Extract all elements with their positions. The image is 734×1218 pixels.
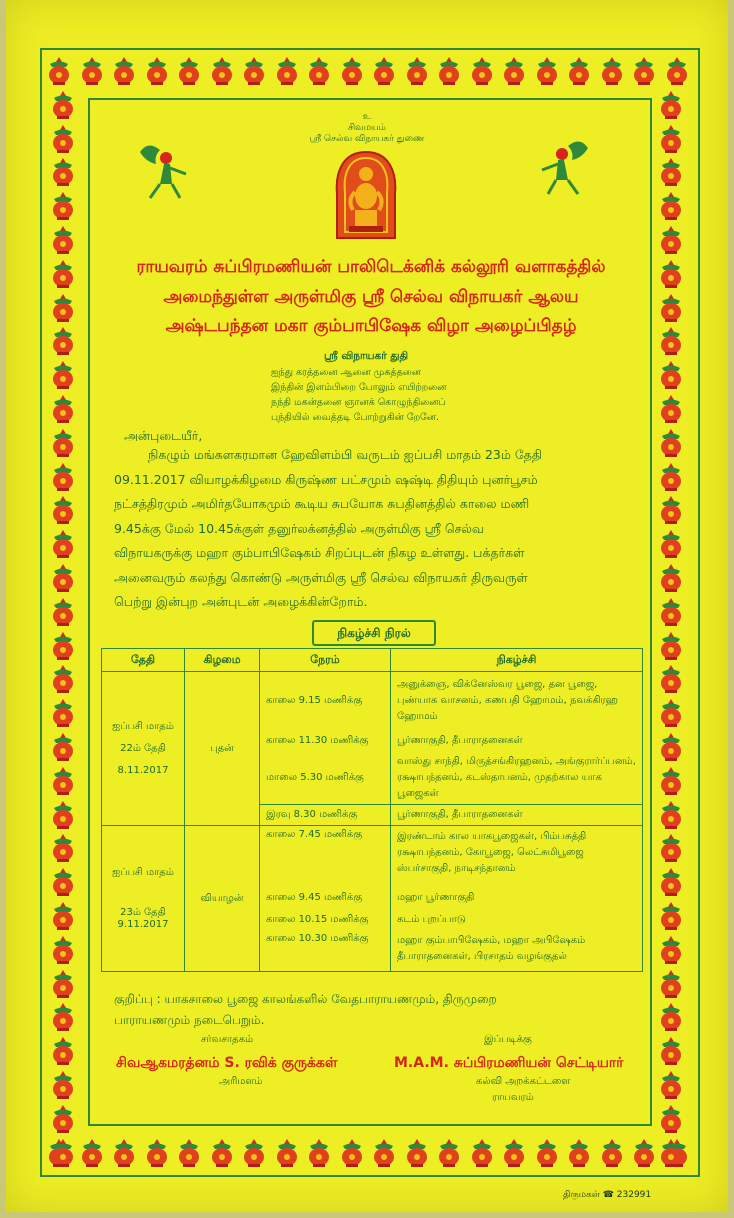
kalasam-icon [658, 326, 684, 356]
note-line-2: பாராயணமும் நடைபெறும். [114, 1013, 265, 1027]
kalasam-icon [50, 597, 76, 627]
deity-image [331, 148, 401, 240]
kalasam-icon [306, 56, 332, 86]
kalasam-icon [658, 462, 684, 492]
right-signature-org: கல்வி அறக்கட்டளை [476, 1076, 571, 1087]
time-cell: காலை 10.30 மணிக்கு [260, 931, 391, 972]
kalasam-icon [501, 1138, 527, 1168]
header-symbol: உ [362, 112, 372, 122]
kalasam-icon [658, 732, 684, 762]
kalasam-icon [50, 259, 76, 289]
kalasam-icon [50, 935, 76, 965]
kalasam-icon [599, 1138, 625, 1168]
kalasam-icon [371, 56, 397, 86]
event-cell: மஹா பூர்ணாகுதி [391, 887, 643, 909]
left-signature-name: சிவஆகமரத்னம் S. ரவிக் குருக்கள் [116, 1055, 338, 1071]
kalasam-icon [658, 529, 684, 559]
kalasam-icon [50, 428, 76, 458]
kalasam-icon [50, 293, 76, 323]
kalasam-icon [50, 664, 76, 694]
winged-figure-left-icon [134, 140, 192, 202]
kalasam-icon [79, 1138, 105, 1168]
kalasam-icon [50, 766, 76, 796]
header-blessing: ஸ்ரீ செல்வ விநாயகர் துணை [309, 134, 425, 144]
kalasam-icon [274, 56, 300, 86]
kalasam-icon [658, 157, 684, 187]
letter-line: அனைவரும் கலந்து கொண்டு அருள்மிகு ஸ்ரீ செல்வ விநாயகர் திருவருள் [114, 569, 528, 585]
kalasam-icon [50, 462, 76, 492]
prayer-line: நந்தி மகன்தனை ஞானக் கொழுந்தினைப் [271, 397, 446, 408]
kalasam-icon [339, 1138, 365, 1168]
kalasam-icon [658, 1070, 684, 1100]
kalasam-icon [176, 56, 202, 86]
day2-weekday: வியாழன் [185, 826, 260, 972]
kalasam-icon [339, 56, 365, 86]
kalasam-icon [176, 1138, 202, 1168]
time-cell: காலை 9.15 மணிக்கு [260, 672, 391, 731]
kalasam-icon [658, 1104, 684, 1134]
kalasam-icon [111, 56, 137, 86]
kalasam-icon [599, 56, 625, 86]
prayer-line: இந்தின் இளம்பிறை போலும் எயிற்றனை [271, 382, 447, 393]
header-date: தேதி [102, 649, 185, 672]
kalasam-icon [79, 56, 105, 86]
kalasam-icon [658, 800, 684, 830]
kalasam-icon [50, 157, 76, 187]
kalasam-icon [274, 1138, 300, 1168]
event-cell: அனுக்ஞை, விக்னேஸ்வர பூஜை, தன பூஜை, புண்யாக வாசனம், கணபதி ஹோமம், நவக்கிரஹ ஹோமம் [391, 672, 643, 731]
kalasam-icon [658, 833, 684, 863]
kalasam-icon [50, 191, 76, 221]
kalasam-icon [144, 56, 170, 86]
kalasam-icon [111, 1138, 137, 1168]
kalasam-icon [501, 56, 527, 86]
kalasam-icon [50, 394, 76, 424]
kalasam-icon [658, 631, 684, 661]
schedule-table [101, 648, 643, 972]
time-cell: காலை 9.45 மணிக்கு [260, 887, 391, 909]
header-event: நிகழ்ச்சி [391, 649, 643, 672]
winged-figure-right-icon [536, 136, 594, 198]
kalasam-icon [534, 56, 560, 86]
table-row [102, 826, 643, 888]
kalasam-icon [306, 1138, 332, 1168]
kalasam-icon [658, 225, 684, 255]
kalasam-icon [50, 867, 76, 897]
kalasam-icon [658, 698, 684, 728]
kalasam-icon [658, 191, 684, 221]
letter-body [114, 443, 634, 615]
kalasam-icon [50, 326, 76, 356]
kalasam-icon [566, 56, 592, 86]
kalasam-icon [50, 529, 76, 559]
kalasam-icon [658, 1002, 684, 1032]
right-signature-name: M.A.M. சுப்பிரமணியன் செட்டியார் [394, 1055, 624, 1071]
schedule-title: நிகழ்ச்சி நிரல் [312, 620, 436, 646]
kalasam-icon [50, 495, 76, 525]
note-line-1: குறிப்பு : யாகசாலை பூஜை காலங்களில் வேதபாராயணமும், திருமுறை [114, 992, 497, 1006]
left-signature-caption: சர்வசாதகம் [201, 1034, 254, 1045]
letter-line: விநாயகருக்கு மஹா கும்பாபிஷேகம் சிறப்புடன் நிகழ உள்ளது. பக்தர்கள் [114, 545, 525, 560]
event-cell: பூர்ணாகுதி, தீபாராதனைகள் [391, 730, 643, 752]
kalasam-icon [631, 1138, 657, 1168]
time-cell: காலை 10.15 மணிக்கு [260, 909, 391, 931]
kalasam-icon [50, 1070, 76, 1100]
date-month: ஐப்பசி மாதம் [112, 720, 174, 732]
kalasam-icon [658, 969, 684, 999]
letter-line: 9.45க்கு மேல் 10.45க்குள் தனுர்லக்னத்தில் அருள்மிகு ஸ்ரீ செல்வ [114, 520, 484, 536]
kalasam-icon [50, 732, 76, 762]
date-numeric: 9.11.2017 [117, 919, 169, 930]
kalasam-icon [631, 56, 657, 86]
salutation: அன்புடையீர், [124, 428, 203, 443]
title-line-1: ராயவரம் சுப்பிரமணியன் பாலிடெக்னிக் கல்லூரி வளாகத்தில் [136, 257, 606, 277]
prayer-line: ஐந்து கரத்தனை ஆனை முகத்தனை [271, 367, 422, 378]
day1-weekday: புதன் [185, 672, 260, 826]
kalasam-icon [436, 1138, 462, 1168]
kalasam-icon [50, 698, 76, 728]
invitation-card [6, 0, 728, 1212]
letter-line: பெற்று இன்புற அன்புடன் அழைக்கின்றோம். [114, 594, 368, 609]
kalasam-icon [658, 664, 684, 694]
kalasam-icon [209, 56, 235, 86]
kalasam-icon [658, 394, 684, 424]
date-numeric: 8.11.2017 [117, 764, 169, 776]
kalasam-icon [404, 1138, 430, 1168]
time-cell: மாலை 5.30 மணிக்கு [260, 752, 391, 805]
kalasam-icon [209, 1138, 235, 1168]
kalasam-icon [404, 56, 430, 86]
kalasam-icon [50, 360, 76, 390]
kalasam-icon [658, 428, 684, 458]
kalasam-icon [658, 563, 684, 593]
kalasam-icon [50, 1138, 76, 1168]
title-line-3: அஷ்டபந்தன மகா கும்பாபிஷேக விழா அழைப்பிதழ் [165, 316, 577, 336]
event-cell: இரண்டாம் கால யாகபூஜைகள், பிம்பசுத்தி ரக்ஷாபந்தனம், கோபூஜை, லெட்சுமிபூஜை ஸ்பர்சாகுதி, நாடிசந்தானம் [391, 826, 643, 888]
event-cell: கடம் புறப்பாடு [391, 909, 643, 931]
kalasam-icon [50, 1002, 76, 1032]
time-cell: காலை 11.30 மணிக்கு [260, 730, 391, 752]
date-month: ஐப்பசி மாதம் [112, 867, 174, 878]
kalasam-icon [50, 833, 76, 863]
table-header-row [102, 649, 643, 672]
kalasam-icon [469, 56, 495, 86]
kalasam-icon [664, 56, 690, 86]
kalasam-icon [658, 597, 684, 627]
kalasam-icon [50, 631, 76, 661]
kalasam-icon [534, 1138, 560, 1168]
table-row [102, 672, 643, 731]
kalasam-icon [241, 1138, 267, 1168]
title-line-2: அமைந்துள்ள அருள்மிகு ஸ்ரீ செல்வ விநாயகர் ஆலய [163, 287, 579, 307]
letter-line: 09.11.2017 வியாழக்கிழமை கிருஷ்ண பட்சமும் ஷஷ்டி திதியும் புனர்பூசம் [114, 471, 538, 487]
prayer-line: புந்தியில் வைத்தடி போற்றுகின் றேனே. [271, 412, 440, 423]
kalasam-icon [50, 969, 76, 999]
event-cell: மஹா கும்பாபிஷேகம், மஹா அபிஷேகம் தீபாராதனைகள், பிரசாதம் வழங்குதல் [391, 931, 643, 972]
kalasam-icon [566, 1138, 592, 1168]
right-signature-place: ராயவரம் [492, 1092, 534, 1103]
left-signature-place: அரிமளம் [219, 1076, 263, 1087]
kalasam-icon [658, 867, 684, 897]
prayer-heading: ஸ்ரீ விநாயகர் துதி [324, 350, 409, 362]
date-day: 22ம் தேதி [120, 742, 166, 754]
kalasam-icon [50, 1036, 76, 1066]
kalasam-icon [50, 800, 76, 830]
header-sivamayam: சிவமயம் [348, 123, 386, 133]
kalasam-icon [241, 56, 267, 86]
letter-line: நிகழும் மங்களகரமான ஹேவிளம்பி வருடம் ஐப்பசி மாதம் 23ம் தேதி [148, 447, 543, 462]
kalasam-icon [658, 1138, 684, 1168]
kalasam-icon [50, 563, 76, 593]
kalasam-icon [658, 766, 684, 796]
kalasam-icon [50, 1104, 76, 1134]
kalasam-icon [658, 935, 684, 965]
kalasam-icon [50, 901, 76, 931]
kalasam-icon [46, 56, 72, 86]
header-weekday: கிழமை [185, 649, 260, 672]
kalasam-icon [436, 56, 462, 86]
kalasam-icon [658, 259, 684, 289]
kalasam-icon [658, 901, 684, 931]
event-cell: பூர்ணாகுதி, தீபாராதனைகள் [391, 805, 643, 826]
kalasam-icon [144, 1138, 170, 1168]
kalasam-icon [50, 225, 76, 255]
right-signature-caption: இப்படிக்கு [484, 1034, 532, 1045]
time-cell: இரவு 8.30 மணிக்கு [260, 805, 391, 826]
kalasam-icon [371, 1138, 397, 1168]
kalasam-icon [658, 1036, 684, 1066]
kalasam-icon [658, 360, 684, 390]
printer-credit: திருமகள் ☎ 232991 [563, 1190, 652, 1200]
time-cell: காலை 7.45 மணிக்கு [260, 826, 391, 888]
kalasam-icon [658, 495, 684, 525]
letter-line: நட்சத்திரமும் அமிர்தயோகமும் கூடிய சுபயோக சுபதினத்தில் காலை மணி [114, 496, 530, 511]
kalasam-icon [658, 293, 684, 323]
day1-date [102, 672, 185, 826]
day2-date [102, 826, 185, 972]
header-time: நேரம் [260, 649, 391, 672]
date-day: 23ம் தேதி [120, 907, 166, 918]
kalasam-icon [469, 1138, 495, 1168]
event-cell: வாஸ்து சாந்தி, மிருத்சங்கிரஹனம், அங்குரார்ப்பனம், ரக்ஷாபந்தனம், கடஸ்தாபனம், முதற்கால யாக பூஜைகள் [391, 752, 643, 805]
